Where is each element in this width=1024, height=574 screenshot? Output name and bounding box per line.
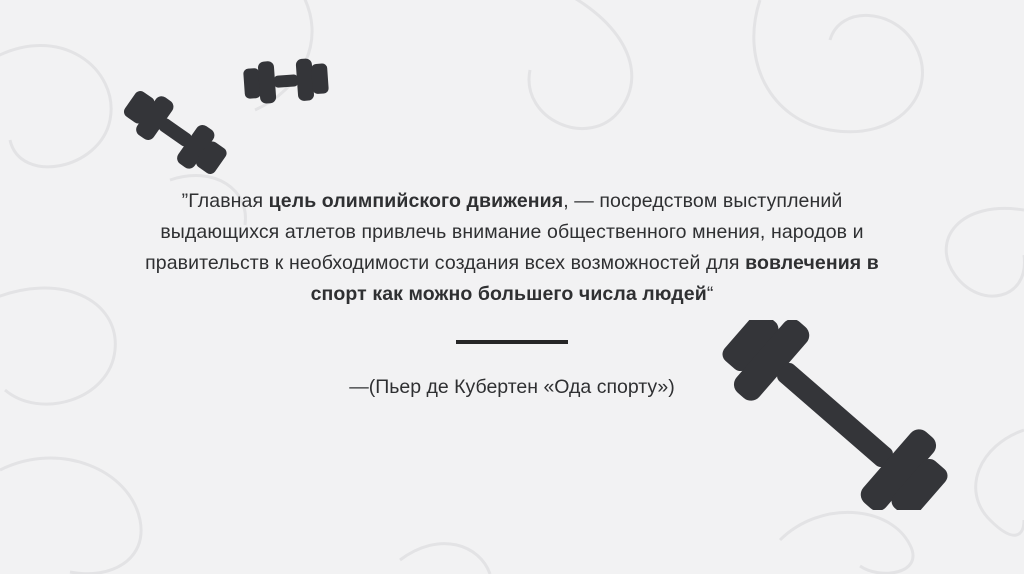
quote-line4-bold: вовлечения в спорт как можно большего числа людей bbox=[310, 252, 879, 305]
quote-divider bbox=[456, 340, 568, 344]
quote-line1-plain-b: , — посредством выступлений bbox=[563, 190, 843, 212]
quote-line2: выдающихся атлетов привлечь внимание общественного мнения, bbox=[160, 221, 766, 243]
quote-line1-plain-a: Главная bbox=[188, 190, 269, 212]
dumbbell-top-center-icon bbox=[238, 50, 336, 112]
quote-open-mark: ” bbox=[181, 190, 189, 212]
dumbbell-top-left-icon bbox=[112, 80, 242, 180]
quote-line1-bold: цель олимпийского движения bbox=[268, 190, 564, 212]
quote-attribution: —(Пьер де Кубертен «Ода спорту») bbox=[349, 376, 675, 398]
quote-line4-plain: для bbox=[705, 252, 746, 274]
quote-close-mark: “ bbox=[706, 283, 714, 305]
quote-block bbox=[132, 186, 892, 401]
quote-text bbox=[132, 186, 892, 310]
quote-line3: народов и правительств к необходимости создания всех возможностей bbox=[145, 221, 864, 274]
